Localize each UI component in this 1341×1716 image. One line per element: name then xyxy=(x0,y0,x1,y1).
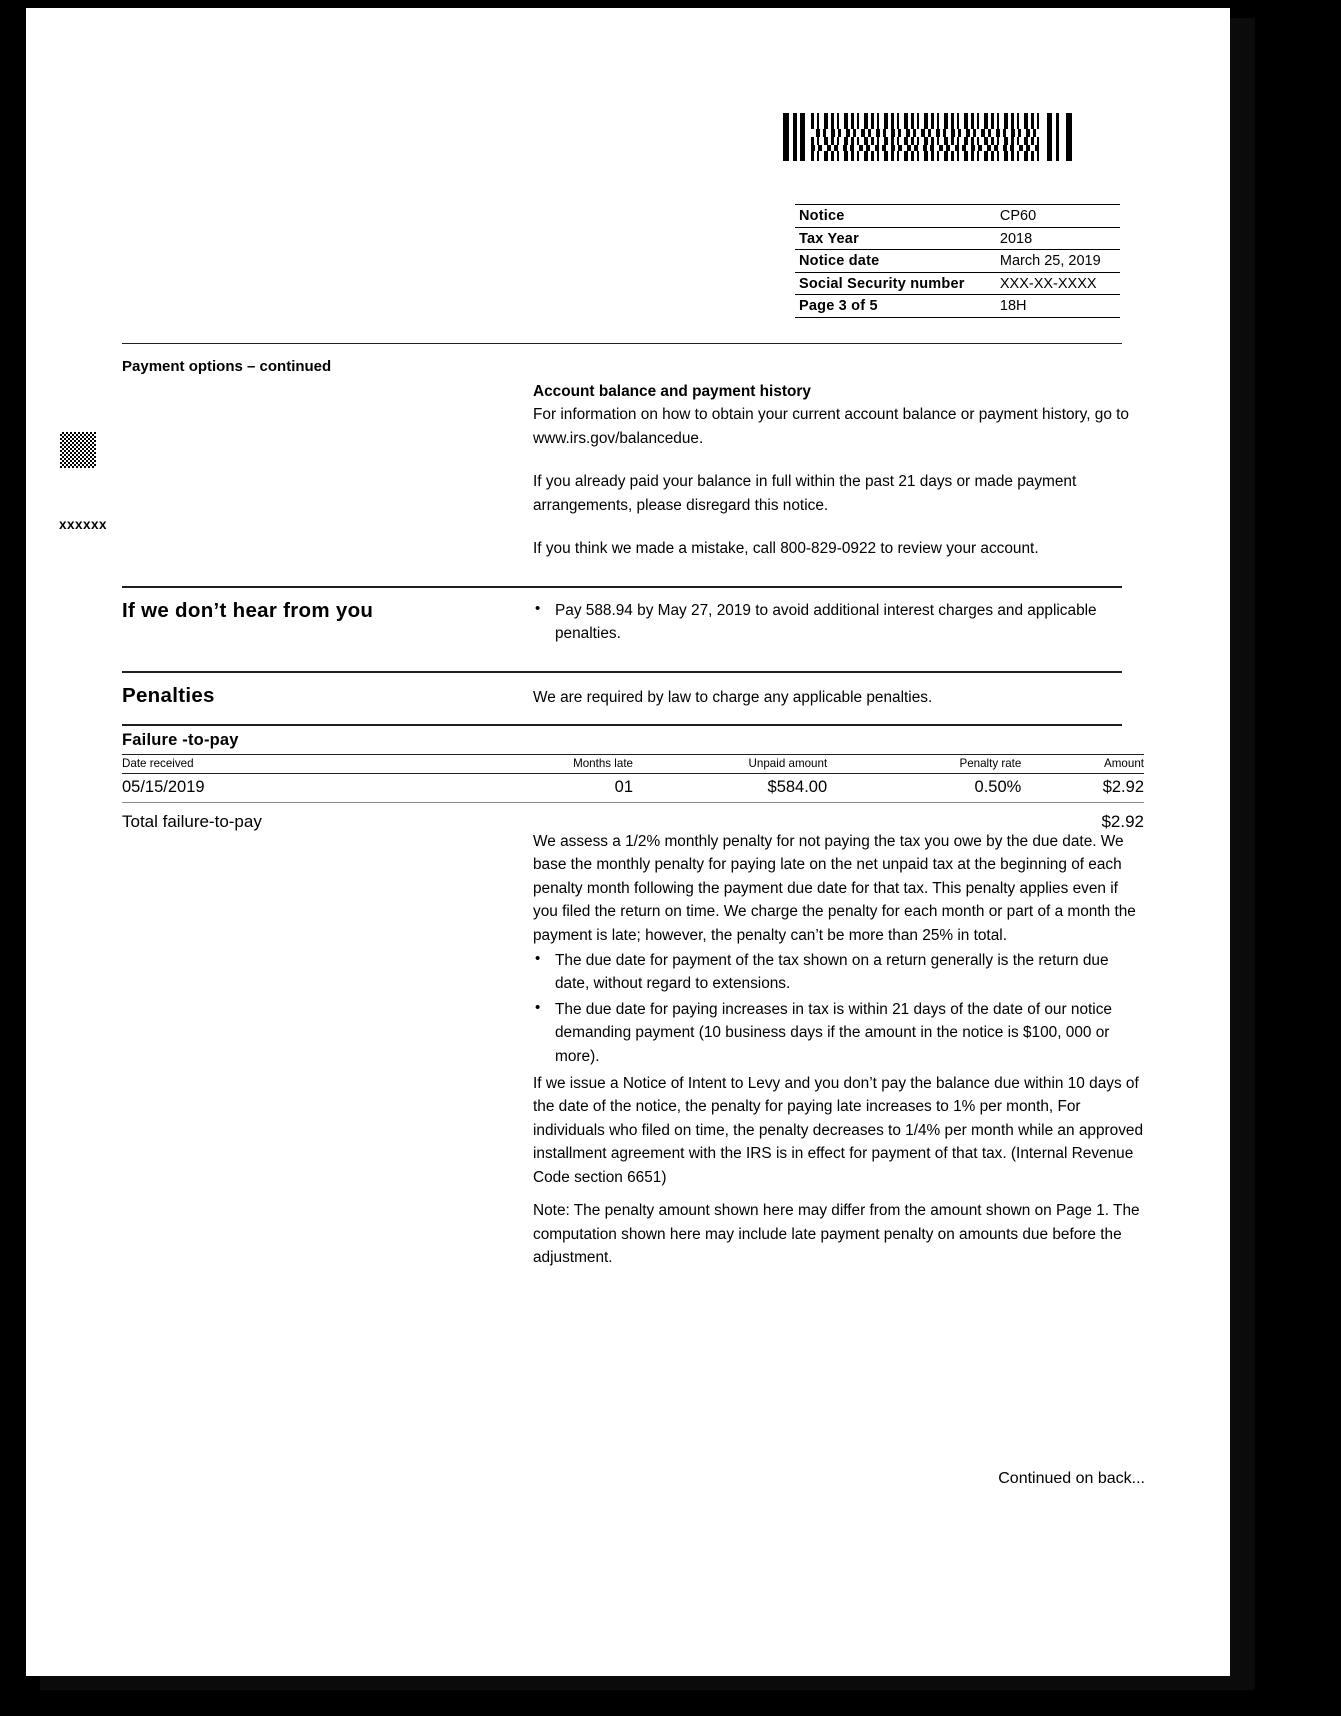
info-label-ssn: Social Security number xyxy=(799,275,965,292)
info-row-ssn xyxy=(795,272,1120,295)
cell-date-received: 05/15/2019 xyxy=(122,774,469,803)
cell-unpaid-amount: $584.00 xyxy=(633,774,827,803)
column-date-received: Date received xyxy=(122,755,469,774)
info-label-page: Page 3 of 5 xyxy=(799,298,878,314)
penalty-note: Note: The penalty amount shown here may differ from the amount shown on Page 1. The computation shown here may include late payment penalty on amounts due before the adjustment. xyxy=(533,1202,1140,1266)
notice-info-table xyxy=(795,204,1120,318)
total-label: Total failure-to-pay xyxy=(122,812,262,831)
table-header-row xyxy=(122,755,1144,774)
info-value-tax-year: 2018 xyxy=(999,230,1033,247)
cell-penalty-rate: 0.50% xyxy=(827,774,1021,803)
info-row-notice xyxy=(795,205,1120,228)
column-unpaid-amount: Unpaid amount xyxy=(633,755,827,774)
subheading-failure-to-pay: Failure -to-pay xyxy=(122,731,239,749)
penalty-explanation-body xyxy=(533,830,1145,1269)
imb-barcode-icon xyxy=(783,113,1133,161)
cell-months-late: 01 xyxy=(469,774,633,803)
already-paid-para: If you already paid your balance in full within the past 21 days or made payment arrangements, please disregard this notice. xyxy=(533,473,1077,514)
info-label-notice-date: Notice date xyxy=(799,253,880,269)
account-balance-para: For information on how to obtain your current account balance or payment history, go to www.irs.gov/balancedue. xyxy=(533,406,1129,447)
failure-to-pay-table xyxy=(122,754,1144,837)
notice-page xyxy=(26,8,1230,1676)
column-amount: Amount xyxy=(1021,755,1144,774)
continued-on-back: Continued on back... xyxy=(998,1470,1145,1487)
account-balance-subheading: Account balance and payment history xyxy=(533,383,811,400)
info-row-tax-year xyxy=(795,227,1120,250)
payment-options-body xyxy=(533,380,1145,560)
column-penalty-rate: Penalty rate xyxy=(827,755,1021,774)
info-value-notice-date: March 25, 2019 xyxy=(999,253,1101,269)
info-row-page xyxy=(795,295,1120,318)
info-value-notice: CP60 xyxy=(999,208,1037,224)
section-heading-payment-options: Payment options – continued xyxy=(122,358,332,375)
left-margin-code: xxxxxx xyxy=(59,517,108,532)
section-heading-penalties: Penalties xyxy=(122,684,215,707)
info-label-tax-year: Tax Year xyxy=(799,230,859,247)
column-months-late: Months late xyxy=(469,755,633,774)
penalty-explanation-2: If we issue a Notice of Intent to Levy and you don’t pay the balance due within 10 days of the date of the notice, the penalty for paying late increases to 1% per month, For individuals who filed on time, the penalty decreases to 1/4% per month while an approved installment agreement with the IRS is in effect for payment of that tax. (Internal Revenue Code section 6651) xyxy=(533,1075,1144,1186)
info-row-notice-date xyxy=(795,250,1120,273)
list-item: • The due date for paying increases in tax is within 21 days of the date of our notice demanding payment (10 business days if the amount in the notice is $100, 000 or more). xyxy=(533,998,1145,1068)
divider-payment-options xyxy=(122,343,1122,344)
mistake-call-para: If you think we made a mistake, call 800-829-0922 to review your account. xyxy=(533,540,1039,558)
qr-code-icon xyxy=(60,432,96,468)
penalty-explanation-1: We assess a 1/2% monthly penalty for not paying the tax you owe by the due date. We base the monthly penalty for paying late on the net unpaid tax at the beginning of each penalty month following the payment due date for that tax. This penalty applies even if you filed the return on time. We charge the penalty for each month or part of a month the payment is late; however, the penalty can’t be more than 25% in total. xyxy=(533,833,1136,944)
total-amount: $2.92 xyxy=(1101,812,1144,831)
divider-failure-to-pay xyxy=(122,724,1122,726)
section-heading-if-we-dont-hear: If we don’t hear from you xyxy=(122,599,374,622)
info-label-notice: Notice xyxy=(799,208,845,224)
table-row xyxy=(122,774,1144,803)
cell-amount: $2.92 xyxy=(1021,774,1144,803)
info-value-ssn: XXX-XX-XXXX xyxy=(999,275,1097,292)
divider-if-we-dont-hear xyxy=(122,586,1122,588)
divider-penalties xyxy=(122,671,1122,673)
info-value-page: 18H xyxy=(999,298,1027,314)
penalties-intro: We are required by law to charge any applicable penalties. xyxy=(533,689,933,706)
list-item: • Pay 588.94 by May 27, 2019 to avoid additional interest charges and applicable penalties. xyxy=(533,599,1145,646)
list-item: • The due date for payment of the tax shown on a return generally is the return due date, without regard to extensions. xyxy=(533,949,1145,996)
if-we-dont-hear-body xyxy=(533,599,1145,648)
